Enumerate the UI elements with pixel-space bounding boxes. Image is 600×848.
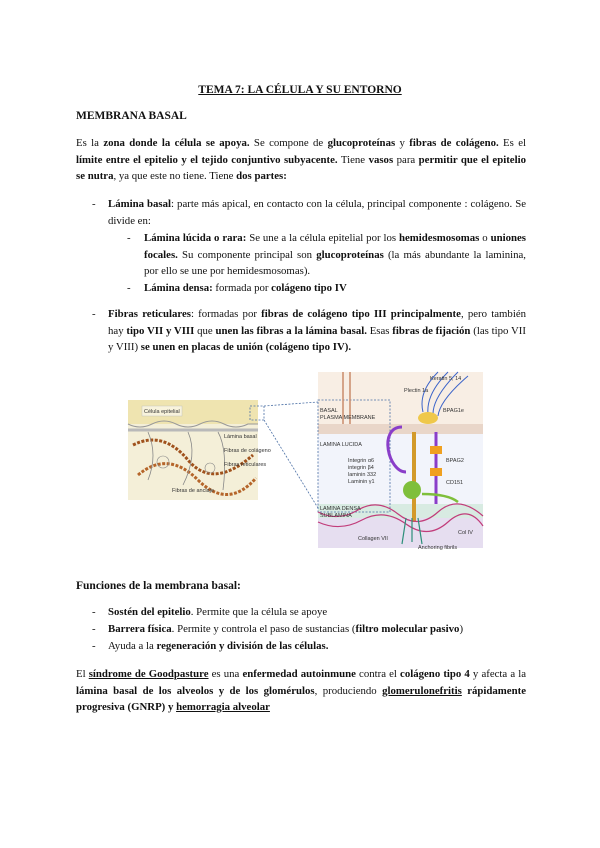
label-lamina-basal: Lámina basal bbox=[224, 434, 257, 440]
label-basal: BASAL bbox=[320, 408, 338, 414]
label-collagen-vii: Collagen VII bbox=[358, 536, 388, 542]
label-plasma-membrane: PLASMA MEMBRANE bbox=[320, 415, 376, 421]
label-lamina-densa: LAMINA DENSA bbox=[320, 506, 361, 512]
label-laminin-g1: Laminin γ1 bbox=[348, 479, 375, 485]
label-col-iv: Col IV bbox=[458, 530, 473, 536]
label-lamina-lucida: LAMINA LUCIDA bbox=[320, 442, 362, 448]
basal-lamina-illustration bbox=[128, 400, 271, 500]
goodpasture-paragraph: El síndrome de Goodpasture es una enfermedad autoinmune contra el colágeno tipo 4 y afecta a la lámina basal de los alveolos y de los glomérulos, produciendo glomerulonefritis rápidamente progresiva (GNRP) y hemorragia alveolar bbox=[76, 668, 527, 713]
label-cd151: CD151 bbox=[446, 480, 464, 486]
label-bpag1e: BPAG1e bbox=[443, 408, 464, 414]
label-plectin: Plectin 1a bbox=[404, 388, 429, 394]
label-anchoring-fibrils: Anchoring fibrils bbox=[418, 545, 458, 551]
label-integrin-a6: Integrin α6 bbox=[348, 458, 375, 464]
document-page: TEMA 7: LA CÉLULA Y SU ENTORNO MEMBRANA BASAL Es la zona donde la célula se apoya. Se compone de glucoproteínas y fibras de colágeno. Es el límite entre el epitelio y el tejido conjuntivo subyacente. Tiene vasos para permitir que el epitelio se nutra, ya que este no tiene. Tiene dos partes: - Lámina basal: parte más apical, en contacto con la célula, principal componente : colágeno. Se divide en: - Lámina lúcida o rara: Se une a la célula epitelial por los hemidesmosomas o uniones focales. Su componente principal son glucoproteínas (la más abundante la laminina, por ello se une por hemidesmosomas). - Lámina densa: formada por colágeno tipo IV - Fibras reticulares: formadas por fibras de colágeno tipo III principalmente, pero también hay tipo VII y VIII que unen las fibras a la lámina basal. Esas fibras de fijación (las tipo VII y VIII) se unen en placas de unión (colágeno tipo IV). Célula epitelial Lámina basal Fibras de colágeno Fibras de anclaje Fibras reticulares BASAL PLASMA MEMBRANE LAMINA LUCIDA LAMINA DENSA SUBLAMINA Keratin 5, 14 Plectin 1a BPAG1e BPAG2 Integrin α6 integrin β4 laminin 332 Laminin γ1 Collagen VII Anchoring fibrils CD151 Col IV Funciones de la membrana basal: - Sostén del epitelio. Permite que la célula se apoye - Barrera física. Permite y controla el paso de sustancias (filtro molecular pasivo) - Ayuda a la regeneración y división de las células. El síndrome de Goodpasture es una enfermedad autoinmune contra el colágeno tipo 4 y afecta a la lámina basal de los alveolos y de los glomérulos, produciendo glomerulonefritis rápidamente progresiva (GNRP) y hemorragia alveolar bbox=[0, 0, 600, 848]
label-celula-epitelial: Célula epitelial bbox=[144, 409, 180, 415]
label-bpag2: BPAG2 bbox=[446, 458, 464, 464]
intro-paragraph: Es la zona donde la célula se apoya. Se compone de glucoproteínas y fibras de colágeno. Es el límite entre el epitelio y el tejido conjuntivo subyacente. Tiene vasos para permitir que el epitelio se nutra, ya que este no tiene. Tiene dos partes: bbox=[76, 137, 526, 182]
section-heading-membrana-basal: MEMBRANA BASAL bbox=[76, 110, 187, 122]
label-keratin: Keratin 5, 14 bbox=[430, 376, 462, 382]
zoom-connector bbox=[248, 400, 320, 510]
label-fibras-colageno: Fibras de colágeno bbox=[224, 448, 271, 454]
label-fibras-reticulares: Fibras reticulares bbox=[224, 462, 267, 468]
label-integrin-b4: integrin β4 bbox=[348, 465, 374, 471]
label-laminin-332: laminin 332 bbox=[348, 472, 377, 478]
page-title: TEMA 7: LA CÉLULA Y SU ENTORNO bbox=[198, 84, 402, 96]
basement-membrane-figure bbox=[128, 372, 483, 552]
section-heading-funciones: Funciones de la membrana basal: bbox=[76, 580, 241, 592]
label-sublamina: SUBLAMINA bbox=[320, 513, 352, 519]
hemidesmosome-diagram bbox=[318, 372, 483, 552]
label-fibras-anclaje: Fibras de anclaje bbox=[172, 488, 214, 494]
